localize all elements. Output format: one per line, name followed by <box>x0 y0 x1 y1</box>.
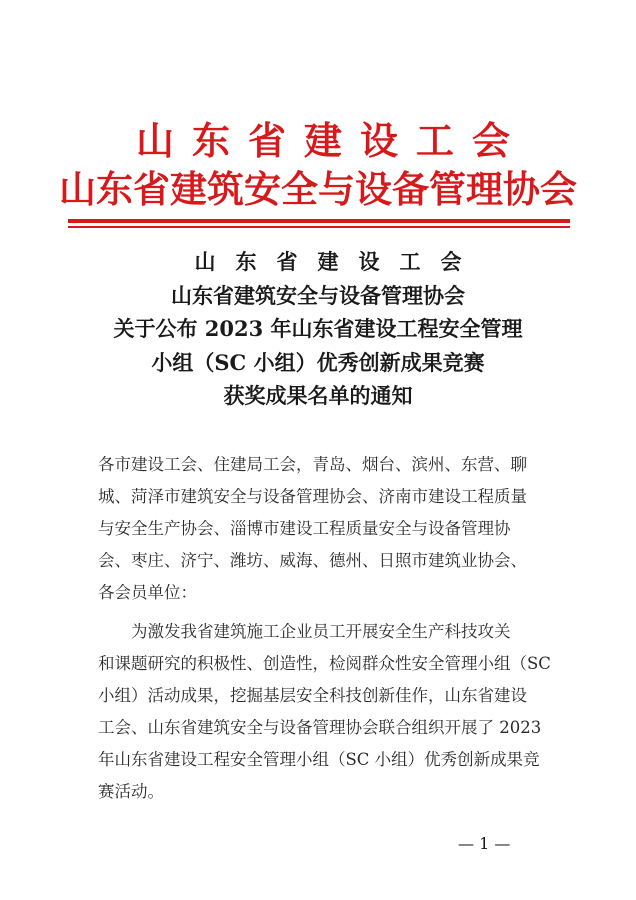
notice-title-line-1: 山东省建设工会 <box>194 249 482 274</box>
body-paragraph-line: 工会、山东省建筑安全与设备管理协会联合组织开展了 2023 <box>98 718 542 737</box>
salutation-line: 各会员单位： <box>98 583 197 602</box>
body-paragraph-line: 赛活动。 <box>98 782 164 801</box>
letterhead-red-rule <box>68 219 570 223</box>
page-number: — 1 — <box>458 834 511 853</box>
notice-title-line-5: 获奖成果名单的通知 <box>223 383 413 408</box>
salutation-line: 各市建设工会、住建局工会，青岛、烟台、滨州、东营、聊 <box>98 455 527 474</box>
notice-title-line-3: 关于公布 2023 年山东省建设工程安全管理 <box>113 316 523 341</box>
notice-title-line-4: 小组（SC 小组）优秀创新成果竞赛 <box>151 350 485 375</box>
letterhead-red-rule-thin <box>68 226 570 228</box>
notice-title-line-2: 山东省建筑安全与设备管理协会 <box>171 283 465 308</box>
salutation-line: 城、菏泽市建筑安全与设备管理协会、济南市建设工程质量 <box>98 487 527 506</box>
body-paragraph-line: 为激发我省建筑施工企业员工开展安全生产科技攻关 <box>131 622 511 641</box>
salutation-line: 与安全生产协会、淄博市建设工程质量安全与设备管理协 <box>98 519 511 538</box>
body-paragraph-line: 年山东省建设工程安全管理小组（SC 小组）优秀创新成果竞 <box>98 750 540 769</box>
body-paragraph-line: 小组）活动成果，挖掘基层安全科技创新佳作，山东省建设 <box>98 686 527 705</box>
salutation-line: 会、枣庄、济宁、潍坊、威海、德州、日照市建筑业协会、 <box>98 551 527 570</box>
body-paragraph-line: 和课题研究的积极性、创造性，检阅群众性安全管理小组（SC <box>98 654 551 673</box>
letterhead-union-name: 山东省建设工会 <box>135 118 528 163</box>
letterhead-association-name: 山东省建筑安全与设备管理协会 <box>59 167 577 211</box>
